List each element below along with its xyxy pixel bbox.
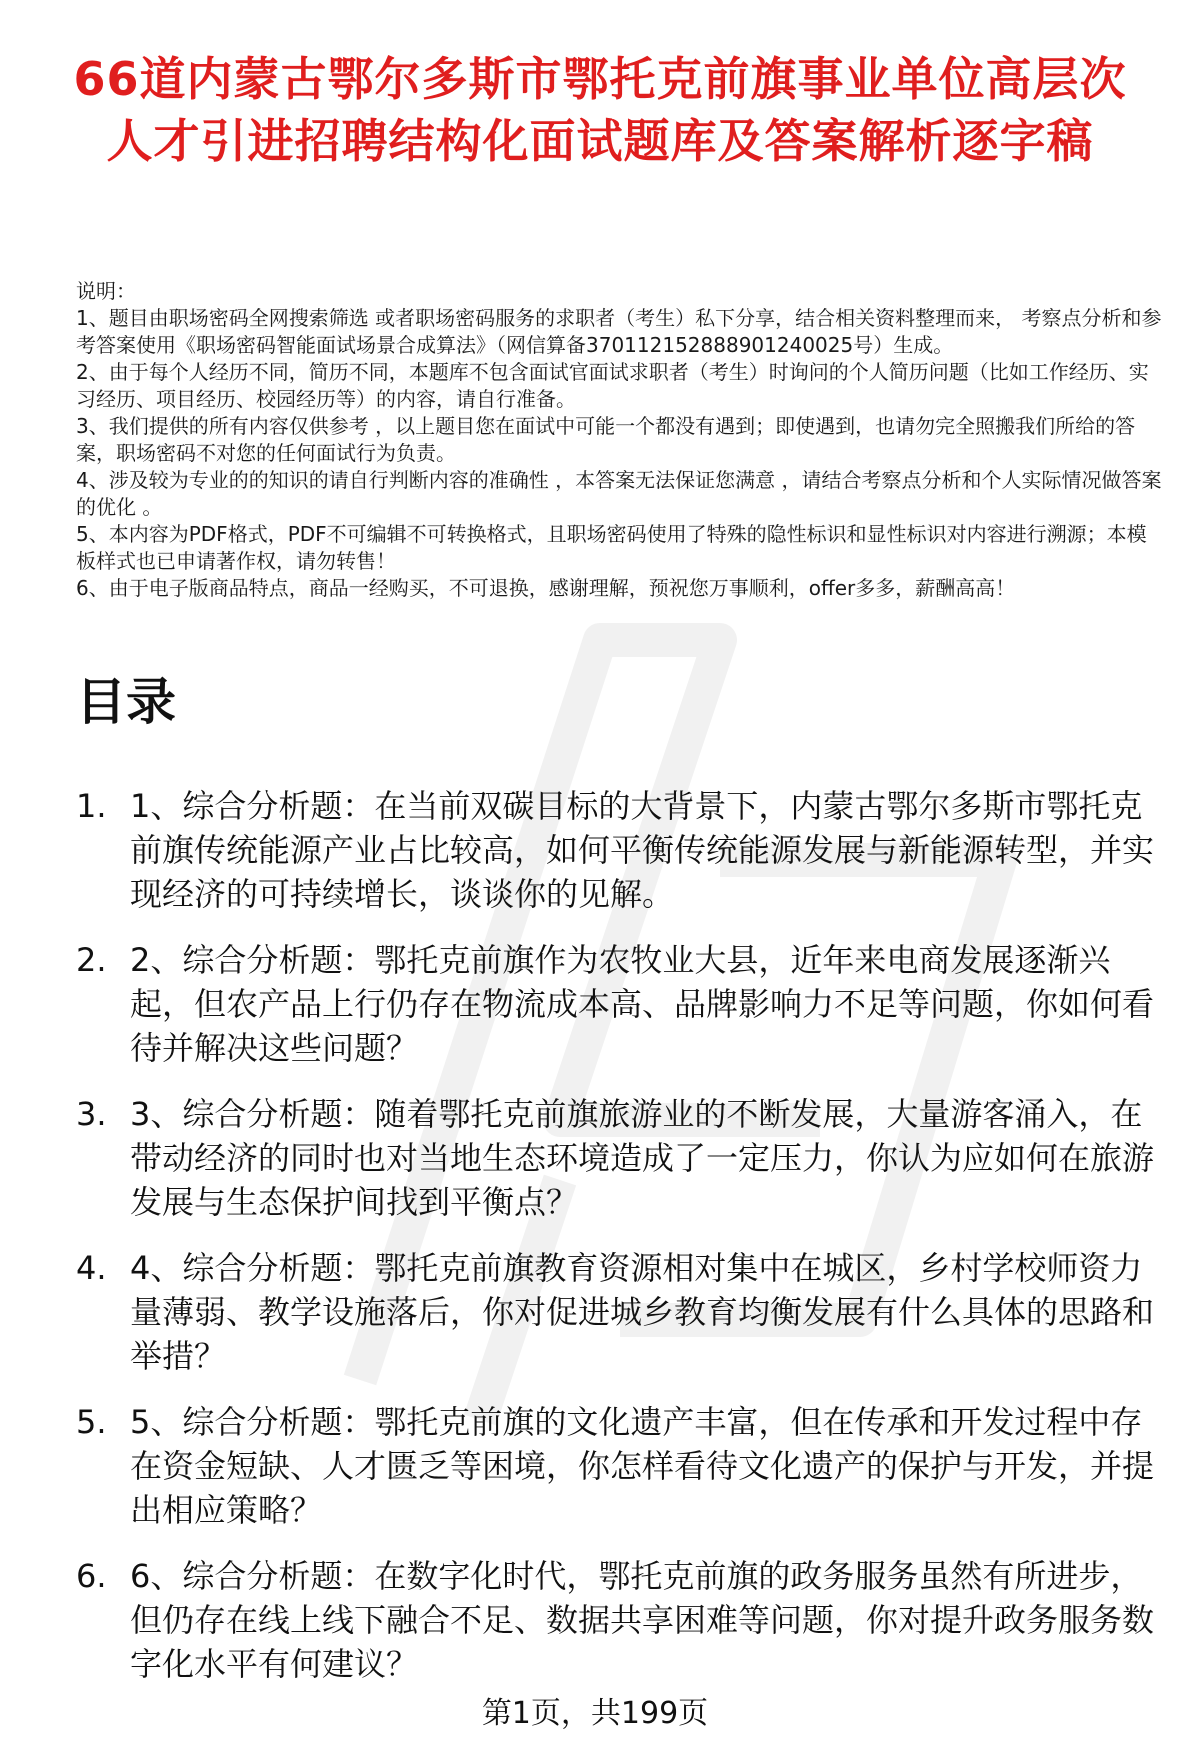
- toc-item[interactable]: [76, 1246, 1170, 1378]
- toc-item-number: 3.: [76, 1095, 107, 1133]
- toc-heading: 目录: [76, 673, 176, 731]
- toc-item[interactable]: [76, 1092, 1170, 1224]
- note-item: 6、由于电子版商品特点，商品一经购买，不可退换，感谢理解，预祝您万事顺利，offer多多，薪酬高高！: [76, 576, 1016, 600]
- toc-item-text: 3、综合分析题：随着鄂托克前旗旅游业的不断发展，大量游客涌入，在带动经济的同时也对当地生态环境造成了一定压力，你认为应如何在旅游发展与生态保护间找到平衡点？: [130, 1095, 1155, 1221]
- toc-item[interactable]: [76, 1554, 1170, 1686]
- toc-item-number: 6.: [76, 1557, 107, 1595]
- toc-item-number: 2.: [76, 941, 107, 979]
- toc-item[interactable]: [76, 784, 1170, 916]
- table-of-contents: [76, 784, 1170, 1708]
- document-title: 66道内蒙古鄂尔多斯市鄂托克前旗事业单位高层次人才引进招聘结构化面试题库及答案解析逐字稿: [73, 52, 1127, 168]
- notes-section: [76, 278, 1166, 602]
- toc-item[interactable]: [76, 938, 1170, 1070]
- notes-label: 说明：: [76, 279, 136, 303]
- note-item: 1、题目由职场密码全网搜索筛选 或者职场密码服务的求职者（考生）私下分享，结合相关资料整理而来， 考察点分析和参考答案使用《职场密码智能面试场景合成算法》（网信算备370112152888901240025号）生成。: [76, 306, 1162, 357]
- toc-item-text: 5、综合分析题：鄂托克前旗的文化遗产丰富，但在传承和开发过程中存在资金短缺、人才匮乏等困境，你怎样看待文化遗产的保护与开发，并提出相应策略？: [130, 1403, 1155, 1529]
- toc-item-text: 6、综合分析题：在数字化时代，鄂托克前旗的政务服务虽然有所进步，但仍存在线上线下融合不足、数据共享困难等问题，你对提升政务服务数字化水平有何建议？: [130, 1557, 1155, 1683]
- toc-item-number: 5.: [76, 1403, 107, 1441]
- note-item: 5、本内容为PDF格式，PDF不可编辑不可转换格式，且职场密码使用了特殊的隐性标识和显性标识对内容进行溯源；本模板样式也已申请著作权，请勿转售！: [76, 522, 1147, 573]
- note-item: 4、涉及较为专业的的知识的请自行判断内容的准确性 ，本答案无法保证您满意 ，请结合考察点分析和个人实际情况做答案的优化 。: [76, 468, 1162, 519]
- note-item: 3、我们提供的所有内容仅供参考 ，以上题目您在面试中可能一个都没有遇到；即使遇到，也请勿完全照搬我们所给的答案，职场密码不对您的任何面试行为负责。: [76, 414, 1136, 465]
- page-footer: 第1页，共199页: [481, 1696, 709, 1731]
- toc-item[interactable]: [76, 1400, 1170, 1532]
- toc-item-number: 4.: [76, 1249, 107, 1287]
- toc-item-text: 4、综合分析题：鄂托克前旗教育资源相对集中在城区，乡村学校师资力量薄弱、教学设施落后，你对促进城乡教育均衡发展有什么具体的思路和举措？: [130, 1249, 1155, 1375]
- toc-item-number: 1.: [76, 787, 107, 825]
- toc-item-text: 2、综合分析题：鄂托克前旗作为农牧业大县，近年来电商发展逐渐兴起，但农产品上行仍存在物流成本高、品牌影响力不足等问题，你如何看待并解决这些问题？: [130, 941, 1155, 1067]
- note-item: 2、由于每个人经历不同，简历不同，本题库不包含面试官面试求职者（考生）时询问的个人简历问题（比如工作经历、实习经历、项目经历、校园经历等）的内容，请自行准备。: [76, 360, 1149, 411]
- toc-item-text: 1、综合分析题：在当前双碳目标的大背景下，内蒙古鄂尔多斯市鄂托克前旗传统能源产业占比较高，如何平衡传统能源发展与新能源转型，并实现经济的可持续增长，谈谈你的见解。: [130, 787, 1155, 913]
